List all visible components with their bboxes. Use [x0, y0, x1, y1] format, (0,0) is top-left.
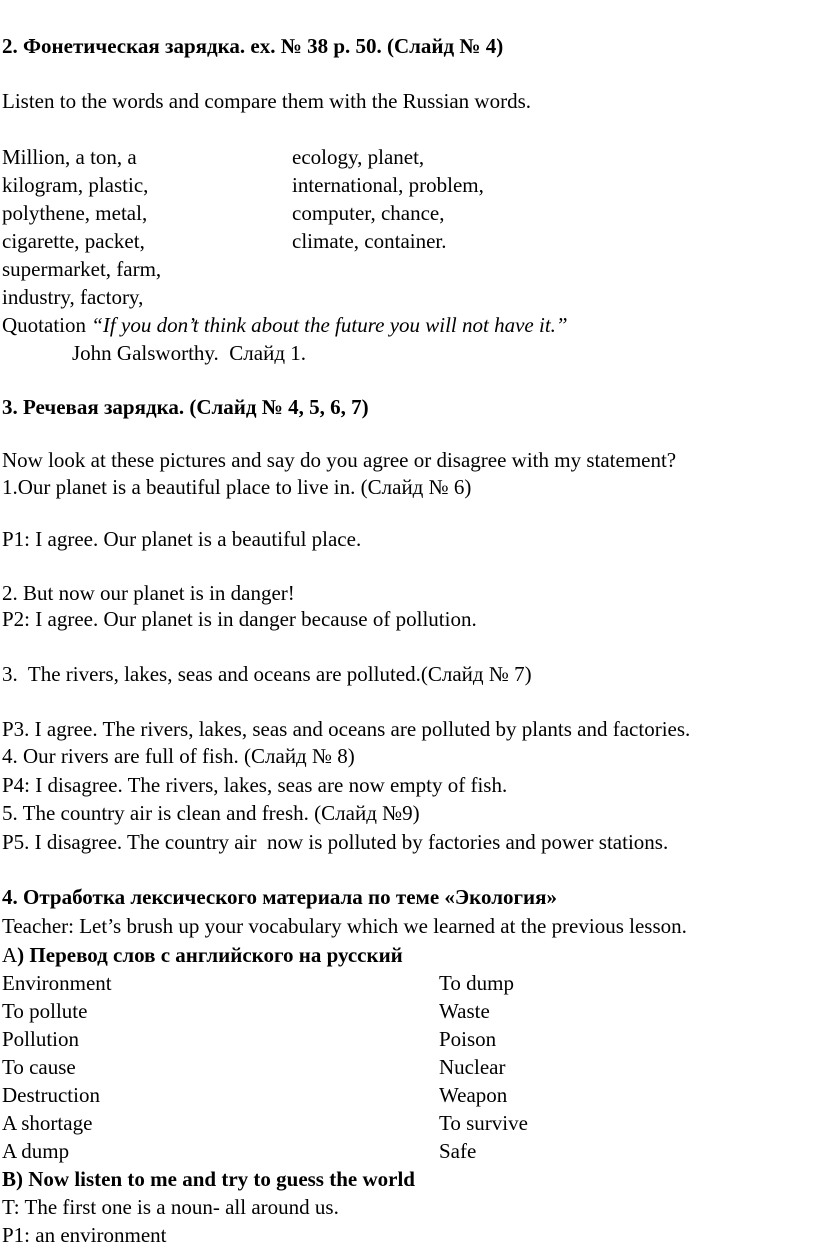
word-left-6: industry, factory,	[2, 285, 144, 309]
answer-2: P2: I agree. Our planet is in danger because of pollution.	[2, 607, 477, 631]
vocab-left-1: Environment	[2, 971, 112, 995]
section-2-heading: 2. Фонетическая зарядка. ex. № 38 p. 50. (Слайд № 4)	[2, 34, 504, 58]
vocab-left-6: A shortage	[2, 1111, 93, 1135]
statement-1: 1.Our planet is a beautiful place to live in. (Слайд № 6)	[2, 475, 472, 499]
section-3-heading: 3. Речевая зарядка. (Слайд № 4, 5, 6, 7)	[2, 395, 369, 419]
section-3-intro: Now look at these pictures and say do you agree or disagree with my statement?	[2, 448, 677, 472]
vocab-right-3: Poison	[439, 1027, 497, 1051]
answer-5: P5. I disagree. The country air now is polluted by factories and power stations.	[2, 830, 669, 854]
vocab-right-6: To survive	[439, 1111, 528, 1135]
teacher-line: Teacher: Let’s brush up your vocabulary which we learned at the previous lesson.	[2, 914, 687, 938]
subsection-a-prefix: А	[2, 943, 18, 967]
pupil-answer: P1: an environment	[2, 1223, 167, 1247]
word-right-1: ecology, planet,	[292, 145, 425, 169]
word-left-2: kilogram, plastic,	[2, 173, 149, 197]
vocab-left-4: To cause	[2, 1055, 76, 1079]
word-left-1: Million, a ton, a	[2, 145, 137, 169]
subsection-a-title: ) Перевод слов с английского на русский	[17, 943, 403, 967]
vocab-right-7: Safe	[439, 1139, 477, 1163]
word-right-4: climate, container.	[292, 229, 447, 253]
vocab-right-5: Weapon	[439, 1083, 508, 1107]
statement-3: 3. The rivers, lakes, seas and oceans are polluted.(Слайд № 7)	[2, 662, 532, 686]
answer-3: P3. I agree. The rivers, lakes, seas and oceans are polluted by plants and factories.	[2, 717, 691, 741]
vocab-right-4: Nuclear	[439, 1055, 506, 1079]
quotation-label: Quotation	[2, 313, 92, 337]
statement-2: 2. But now our planet is in danger!	[2, 581, 295, 605]
quotation-author: John Galsworthy. Слайд 1.	[72, 341, 307, 365]
teacher-prompt: T: The first one is a noun- all around us.	[2, 1195, 339, 1219]
vocab-left-7: A dump	[2, 1139, 70, 1163]
vocab-left-3: Pollution	[2, 1027, 80, 1051]
subsection-b-heading: B) Now listen to me and try to guess the world	[2, 1167, 415, 1191]
vocab-right-2: Waste	[439, 999, 490, 1023]
statement-4: 4. Our rivers are full of fish. (Слайд № 8)	[2, 744, 355, 768]
quotation-text: “If you don’t think about the future you will not have it.”	[91, 313, 568, 337]
vocab-left-5: Destruction	[2, 1083, 100, 1107]
quotation-line	[2, 312, 568, 338]
word-left-5: supermarket, farm,	[2, 257, 162, 281]
word-left-4: cigarette, packet,	[2, 229, 145, 253]
word-right-3: computer, chance,	[292, 201, 445, 225]
word-left-3: polythene, metal,	[2, 201, 148, 225]
word-right-2: international, problem,	[292, 173, 484, 197]
vocab-right-1: To dump	[439, 971, 514, 995]
answer-1: P1: I agree. Our planet is a beautiful place.	[2, 527, 362, 551]
section-2-instruction: Listen to the words and compare them with the Russian words.	[2, 89, 531, 113]
section-4-heading: 4. Отработка лексического материала по теме «Экология»	[2, 885, 557, 909]
vocab-left-2: To pollute	[2, 999, 88, 1023]
subsection-a-heading	[2, 942, 403, 968]
statement-5: 5. The country air is clean and fresh. (Слайд №9)	[2, 801, 420, 825]
answer-4: P4: I disagree. The rivers, lakes, seas are now empty of fish.	[2, 773, 508, 797]
